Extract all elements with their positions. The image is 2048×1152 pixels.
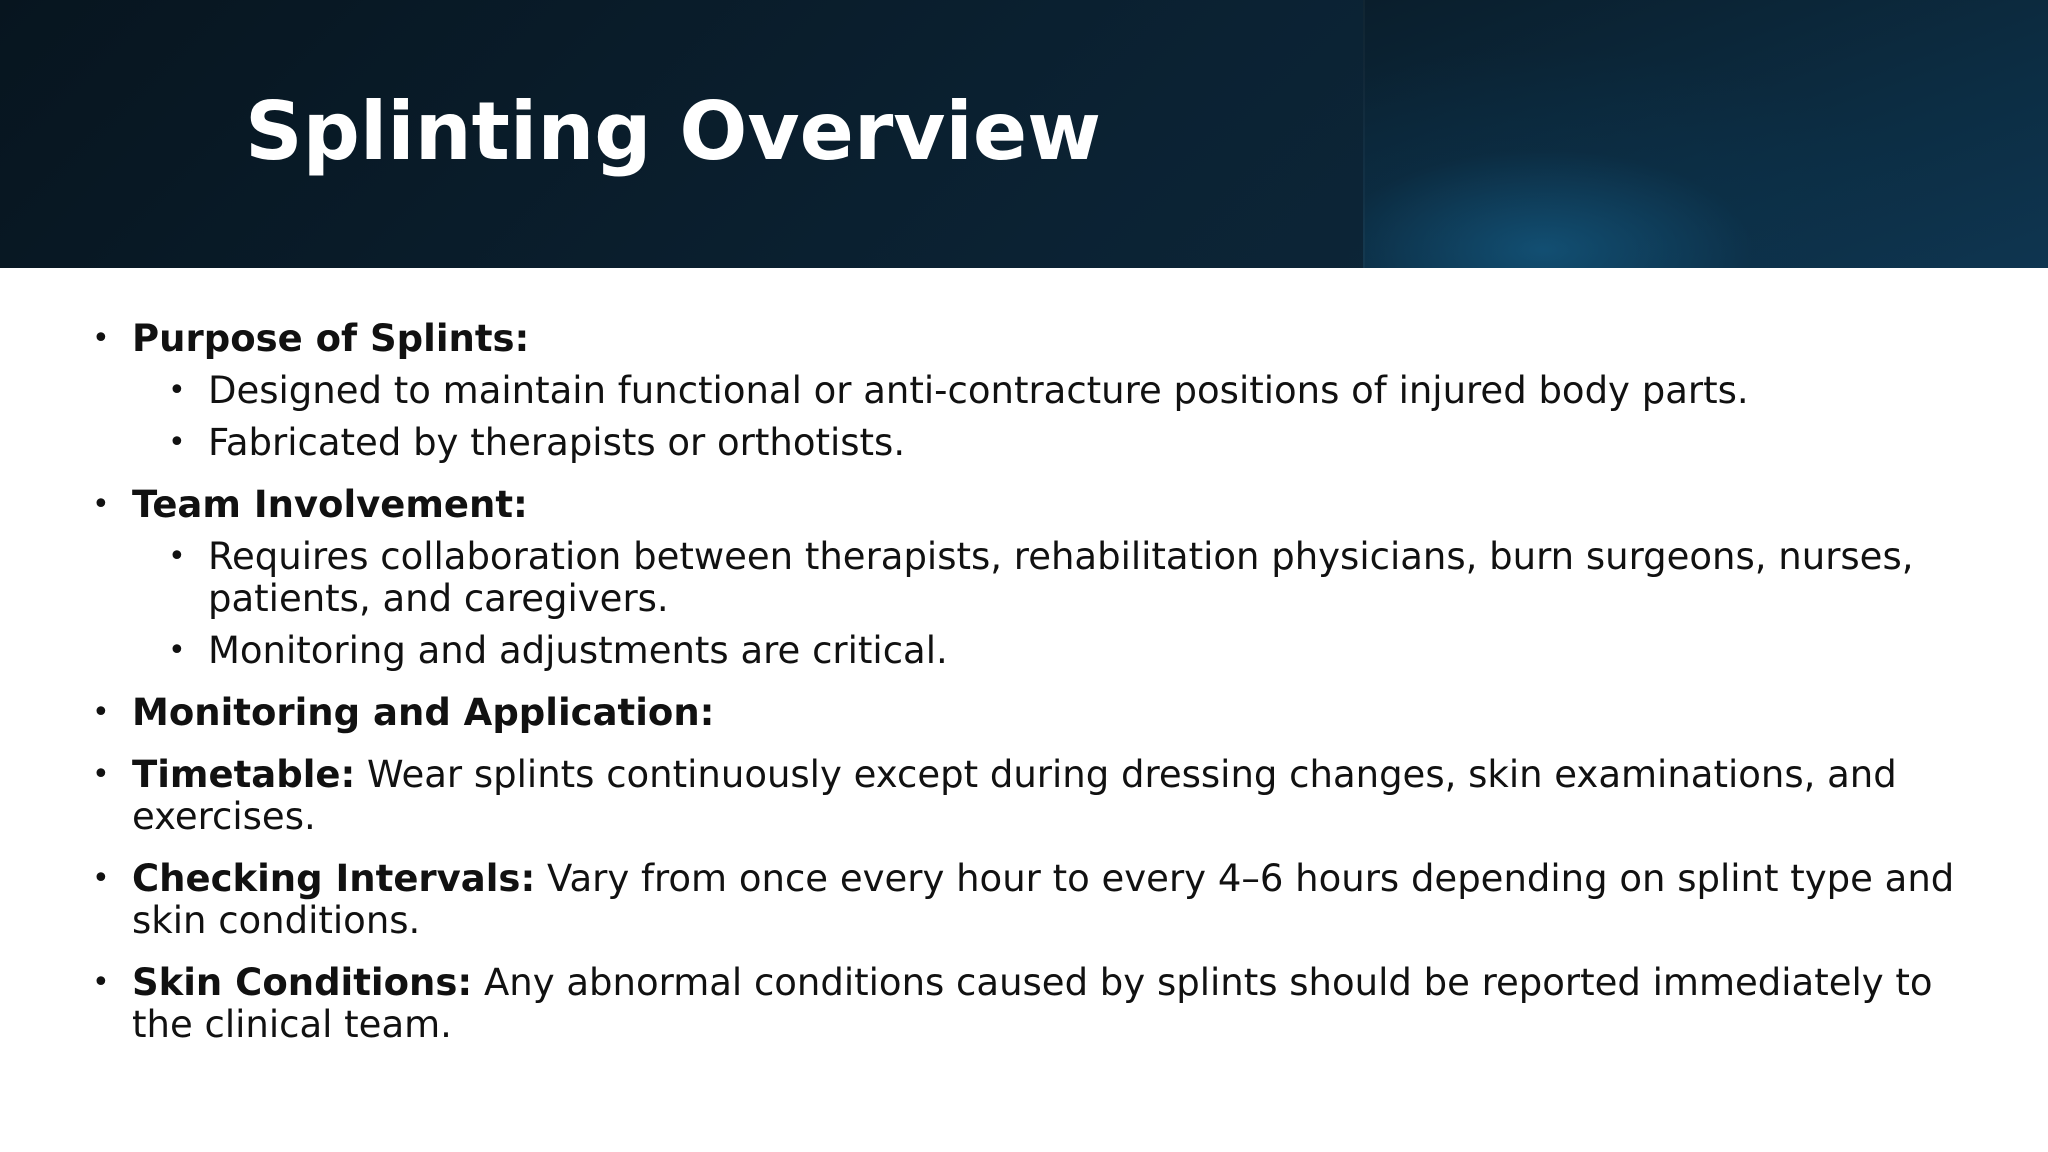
bullet-lead: Purpose of Splints: — [132, 317, 530, 360]
bullet-monitoring-and-application — [92, 692, 1972, 734]
bullet-list — [92, 318, 1972, 1046]
bullet-text: Vary from once every hour to every 4–6 hours depending on splint type and skin conditions. — [132, 857, 1955, 942]
bullet-lead: Skin Conditions: — [132, 961, 473, 1004]
bullet-skin-conditions — [92, 962, 1972, 1046]
sub-bullet: • Designed to maintain functional or anti-contracture positions of injured body parts. — [168, 370, 1972, 412]
bullet-lead: Checking Intervals: — [132, 857, 536, 900]
sub-bullet-list — [132, 370, 1972, 464]
bullet-lead: Timetable: — [132, 753, 356, 796]
sub-bullet-list — [132, 536, 1972, 672]
bullet-purpose-of-splints — [92, 318, 1972, 464]
bullet-lead: Team Involvement: — [132, 483, 528, 526]
header-band — [0, 0, 2048, 268]
bullet-lead: Monitoring and Application: — [132, 691, 715, 734]
bullet-team-involvement — [92, 484, 1972, 672]
bullet-timetable — [92, 754, 1972, 838]
header-glow-panel — [1363, 0, 2048, 268]
bullet-text: Wear splints continuously except during dressing changes, skin examinations, and exercises. — [132, 753, 1897, 838]
slide-content — [92, 318, 1972, 1066]
slide-title: Splinting Overview — [245, 85, 1102, 178]
sub-bullet: • Monitoring and adjustments are critical. — [168, 630, 1972, 672]
sub-bullet: • Requires collaboration between therapists, rehabilitation physicians, burn surgeons, nurses, patients, and caregivers. — [168, 536, 1972, 620]
sub-bullet: • Fabricated by therapists or orthotists. — [168, 422, 1972, 464]
bullet-checking-intervals — [92, 858, 1972, 942]
bullet-text: Any abnormal conditions caused by splints should be reported immediately to the clinical team. — [132, 961, 1933, 1046]
